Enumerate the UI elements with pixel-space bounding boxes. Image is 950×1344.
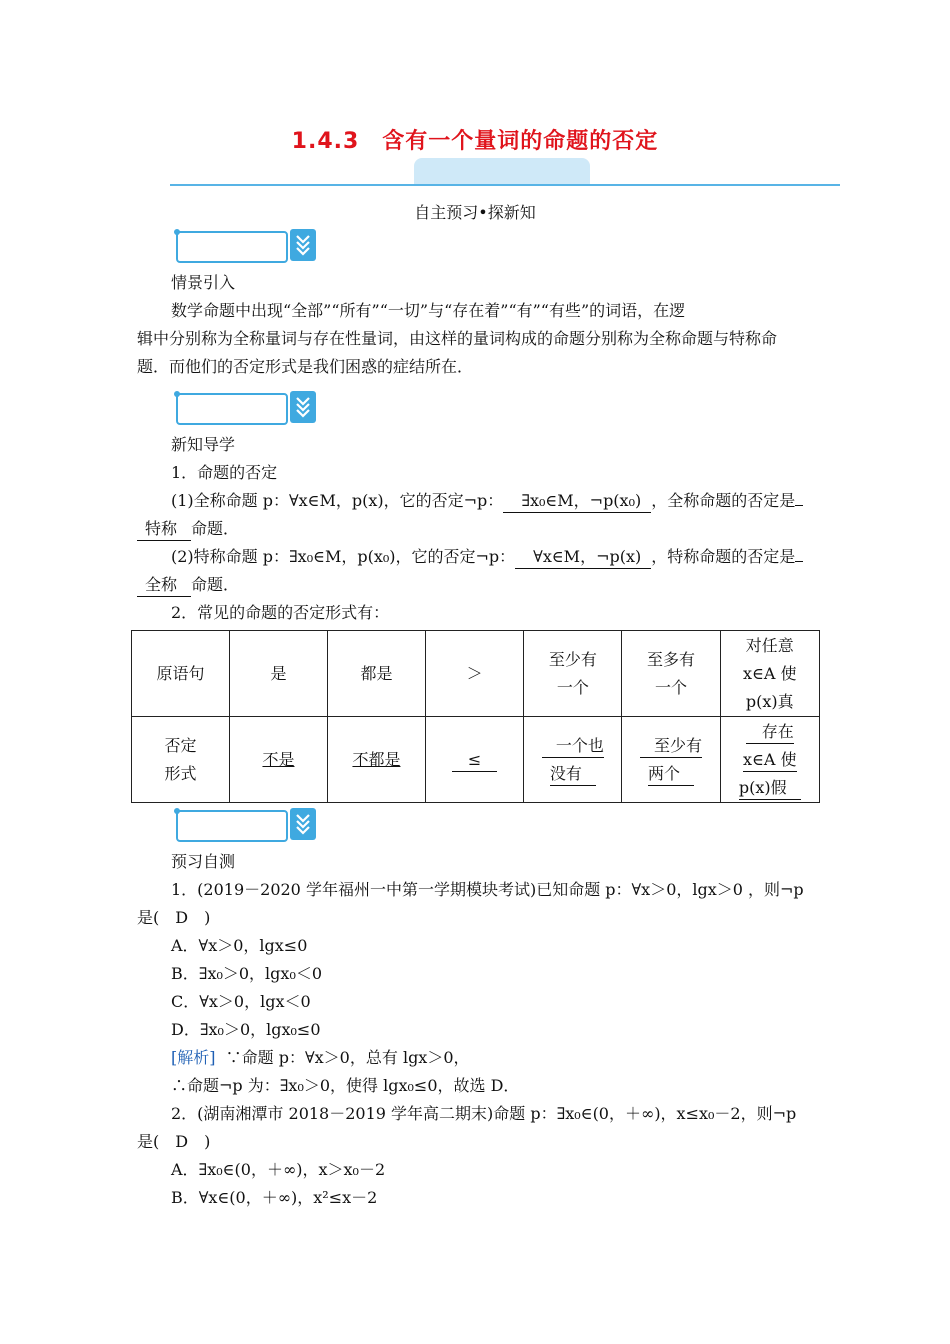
answer-text: 不都是 — [352, 749, 401, 769]
badge-box — [176, 393, 288, 425]
table-cell — [524, 631, 622, 717]
test-heading: 预习自测 — [171, 852, 236, 871]
text: 命题． — [191, 575, 240, 594]
cell-line — [721, 774, 819, 802]
badge-dot — [174, 808, 180, 814]
page-title: 1.4.3 含有一个量词的命题的否定 — [291, 129, 659, 154]
question-text: 是( D ) — [137, 908, 211, 927]
text: ，特称命题的否定是 — [651, 547, 796, 566]
scene-heading: 情景引入 — [171, 273, 236, 292]
table-cell — [425, 717, 523, 803]
answer-blank: 全称 — [137, 574, 191, 597]
chevron-down-icon — [290, 229, 316, 261]
badge-dot — [174, 229, 180, 235]
existential-negation-line — [171, 543, 803, 571]
header-rule — [170, 184, 840, 186]
scene-text-line: 数学命题中出现“全部”“所有”“一切”与“存在着”“有”“有些”的词语，在逻 — [171, 301, 686, 320]
header-tab — [414, 158, 590, 185]
cell-line: x∈A 使 — [743, 663, 797, 683]
answer-text: ≤ — [452, 749, 497, 772]
cell-line — [524, 732, 621, 760]
table-cell — [720, 631, 819, 717]
cell-line — [721, 746, 819, 774]
table-row — [132, 631, 820, 717]
table-cell — [132, 717, 230, 803]
cell-line: p(x)真 — [745, 691, 794, 711]
answer-text: x∈A 使 — [743, 749, 797, 772]
cell-line: 至少有 — [548, 649, 597, 669]
table-cell — [524, 717, 622, 803]
analysis-line — [171, 1044, 470, 1072]
analysis-line: ∴命题¬p 为：∃x₀＞0，使得 lgx₀≤0，故选 D． — [171, 1076, 520, 1095]
answer-blank-tail — [795, 505, 803, 506]
table-cell: ＞ — [425, 631, 523, 717]
table-cell: 都是 — [327, 631, 425, 717]
badge-box — [176, 231, 288, 263]
table-cell: 是 — [229, 631, 327, 717]
table-cell: 原语句 — [132, 631, 230, 717]
scene-text-line: 辑中分别称为全称量词与存在性量词，由这样的量词构成的命题分别称为全称命题与特称命 — [137, 329, 778, 348]
option-item: B．∀x∈(0，＋∞)，x²≤x－2 — [171, 1188, 378, 1207]
text: ，全称命题的否定是 — [651, 491, 796, 510]
text: ∵命题 p：∀x＞0，总有 lgx＞0， — [225, 1048, 470, 1067]
cell-line — [721, 718, 819, 746]
cell-line: 形式 — [164, 763, 197, 783]
answer-blank: 特称 — [137, 518, 191, 541]
answer-blank: ∃x₀∈M，¬p(x₀) — [503, 490, 651, 513]
analysis-tag: [解析] — [171, 1048, 216, 1067]
negation-table — [131, 630, 820, 803]
option-item: A．∀x＞0，lgx≤0 — [171, 936, 308, 955]
question-text: 是( D ) — [137, 1132, 211, 1151]
chevron-down-icon — [290, 808, 316, 840]
answer-text: p(x)假 — [739, 777, 801, 800]
table-cell — [327, 717, 425, 803]
option-item: B．∃x₀＞0，lgx₀＜0 — [171, 964, 323, 983]
table-cell — [720, 717, 819, 803]
option-item: A．∃x₀∈(0，＋∞)，x＞x₀－2 — [171, 1160, 386, 1179]
item-heading: 2．常见的命题的否定形式有： — [171, 603, 390, 622]
answer-blank: ∀x∈M，¬p(x) — [515, 546, 651, 569]
cell-line: 一个 — [655, 677, 688, 697]
text: (2)特称命题 p：∃x₀∈M，p(x₀)，它的否定¬p： — [171, 547, 516, 566]
table-cell — [622, 631, 720, 717]
text: (1)全称命题 p：∀x∈M，p(x)，它的否定¬p： — [171, 491, 504, 510]
section-badge — [174, 391, 316, 425]
cell-line: 对任意 — [745, 635, 794, 655]
section-badge — [174, 808, 316, 842]
table-cell — [622, 717, 720, 803]
answer-text: 两个 — [648, 763, 694, 786]
table-row — [132, 717, 820, 803]
universal-negation-line-2 — [137, 515, 239, 543]
cell-line — [622, 760, 719, 788]
answer-blank-tail — [795, 561, 803, 562]
cell-line — [622, 732, 719, 760]
badge-dot — [174, 391, 180, 397]
cell-line — [524, 760, 621, 788]
section-badge — [174, 229, 316, 263]
item-heading: 1．命题的否定 — [171, 463, 278, 482]
answer-text: 一个也 — [542, 735, 604, 758]
chevron-down-icon — [290, 391, 316, 423]
cell-line: 一个 — [556, 677, 589, 697]
answer-text: 存在 — [746, 721, 794, 744]
section-subhead: 自主预习•探新知 — [414, 203, 536, 222]
question-text: 2．(湖南湘潭市 2018－2019 学年高二期末)命题 p：∃x₀∈(0，＋∞)，x≤x₀－2，则¬p — [171, 1104, 797, 1123]
cell-line: 至多有 — [647, 649, 696, 669]
scene-text-line: 题．而他们的否定形式是我们困惑的症结所在． — [137, 357, 474, 376]
option-item: D．∃x₀＞0，lgx₀≤0 — [171, 1020, 321, 1039]
cell-line: 否定 — [164, 735, 197, 755]
text: 命题． — [191, 519, 240, 538]
answer-text: 没有 — [550, 763, 596, 786]
table-cell — [229, 717, 327, 803]
answer-text: 至少有 — [640, 735, 702, 758]
question-text: 1．(2019－2020 学年福州一中第一学期模块考试)已知命题 p：∀x＞0，lgx＞0 ，则¬p — [171, 880, 804, 899]
new-heading: 新知导学 — [171, 435, 236, 454]
universal-negation-line — [171, 487, 803, 515]
existential-negation-line-2 — [137, 571, 239, 599]
answer-text: 不是 — [262, 749, 295, 769]
badge-box — [176, 810, 288, 842]
option-item: C．∀x＞0，lgx＜0 — [171, 992, 311, 1011]
